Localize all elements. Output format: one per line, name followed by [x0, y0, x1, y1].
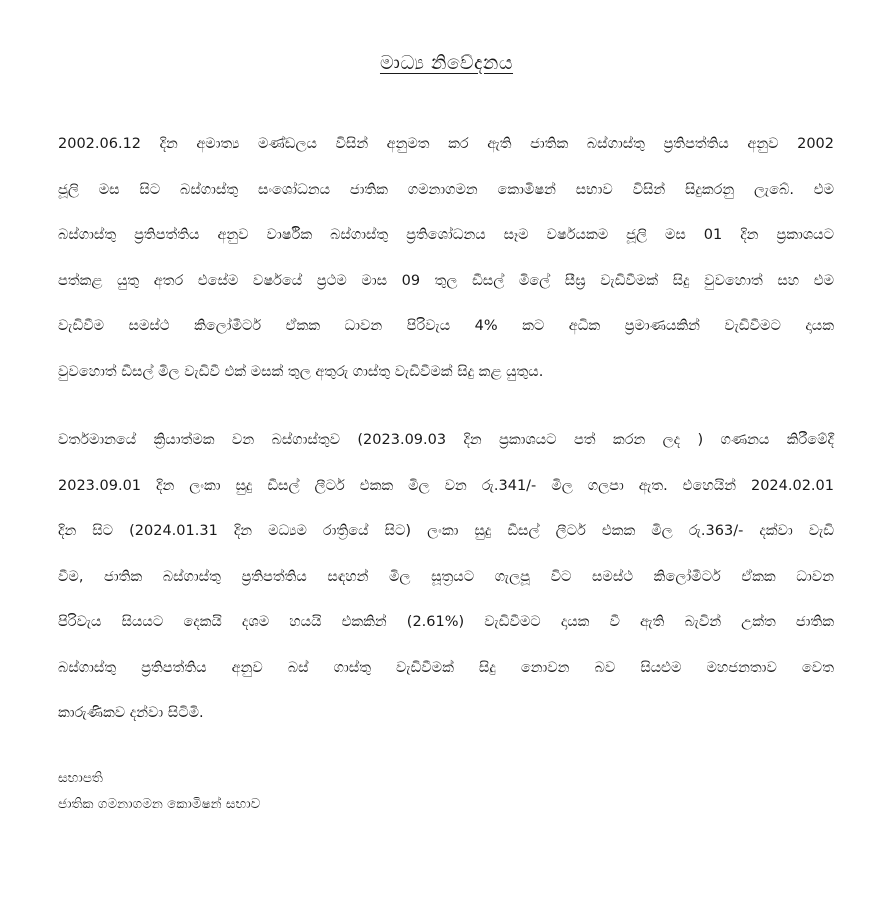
paragraph-line: වුවහොත් ඩීසල් මිල වැඩිවී එක් මසක් තුල අතුරු ගාස්තු වැඩිවීමක් සිදු කළ යුතුය. — [58, 363, 544, 380]
paragraph-line: බස්ගාස්තු ප්‍රතිපත්තිය අනුව බස් ගාස්තු වැඩිවීමක් සිදු නොවන බව සියළුම මහජනතාව වෙත — [58, 659, 834, 676]
paragraph-line: පිරිවැය සියයට දෙකයි දශම හයයි එකකින් (2.61%) වැඩිවීමට දායක වී ඇති බැවින් උක්ත ජාතික — [58, 614, 834, 630]
paragraph-line: කාරුණිකව දන්වා සිටිමි. — [58, 705, 204, 721]
paragraph-line: වැඩිවීම සමස්ථ කිලෝමීටර් ඒකක ධාවන පිරිවැය 4% කට අධික ප්‍රමාණයකින් වැඩිවීමට දායක — [58, 318, 834, 334]
paragraph-line: 2002.06.12 දින අමාත්‍ය මණ්ඩලය විසින් අනුමත කර ඇති ජාතික බස්ගාස්තු ප්‍රතිපත්තිය අනුව 2002 — [58, 136, 834, 152]
document-title: මාධ්‍ය නිවේදනය — [379, 52, 514, 74]
paragraph-1 — [58, 122, 834, 395]
paragraph-line: ජූලි මස සිට බස්ගාස්තු සංශෝධනය ජාතික ගමනාගමන කොමිෂන් සභාව විසින් සිදුකරනු ලැබේ. එම — [58, 181, 834, 198]
paragraph-line: දින සිට (2024.01.31 දින මධ්‍යම රාත්‍රියේ සිට) ලංකා සුදු ඩීසල් ලීටර් එකක මිල රු.363/- දක්වා වැඩි — [58, 523, 834, 539]
paragraph-line: වීම, ජාතික බස්ගාස්තු ප්‍රතිපත්තිය සඳහන් මිල සූත්‍රයට ගැලපූ විට සමස්ථ කිලෝමීටර් ඒකක ධාවන — [58, 568, 834, 585]
paragraph-line: වර්තමානයේ ක්‍රියාත්මක වන බස්ගාස්තුව (2023.09.03 දින ප්‍රකාශයට පත් කරන ලද ) ගණනය කිරීමේදී — [58, 432, 834, 448]
paragraph-line: බස්ගාස්තු ප්‍රතිපත්තිය අනුව වාර්ෂික බස්ගාස්තු ප්‍රතිශෝධනය සෑම වර්ෂයකම ජූලි මස 01 දින ප්‍රකාශයට — [58, 227, 834, 243]
signatory-title: සභාපති — [58, 770, 103, 786]
paragraph-line: පත්කළ යුතු අතර එසේම වර්ෂයේ ප්‍රථම මාස 09 තුල ඩීසල් මිලේ සීඝ්‍ර වැඩිවීමක් සිදු වුවහොත් සහ එම — [58, 272, 834, 289]
paragraph-line: 2023.09.01 දින ලංකා සුදු ඩීසල් ලීටර් එකක මිල වන රු.341/- මිල ගලපා ඇත. එහෙයින් 2024.02.01 — [58, 477, 834, 494]
signatory-organization: ජාතික ගමනාගමන කොමිෂන් සභාව — [58, 796, 261, 812]
paragraph-2 — [58, 418, 834, 737]
